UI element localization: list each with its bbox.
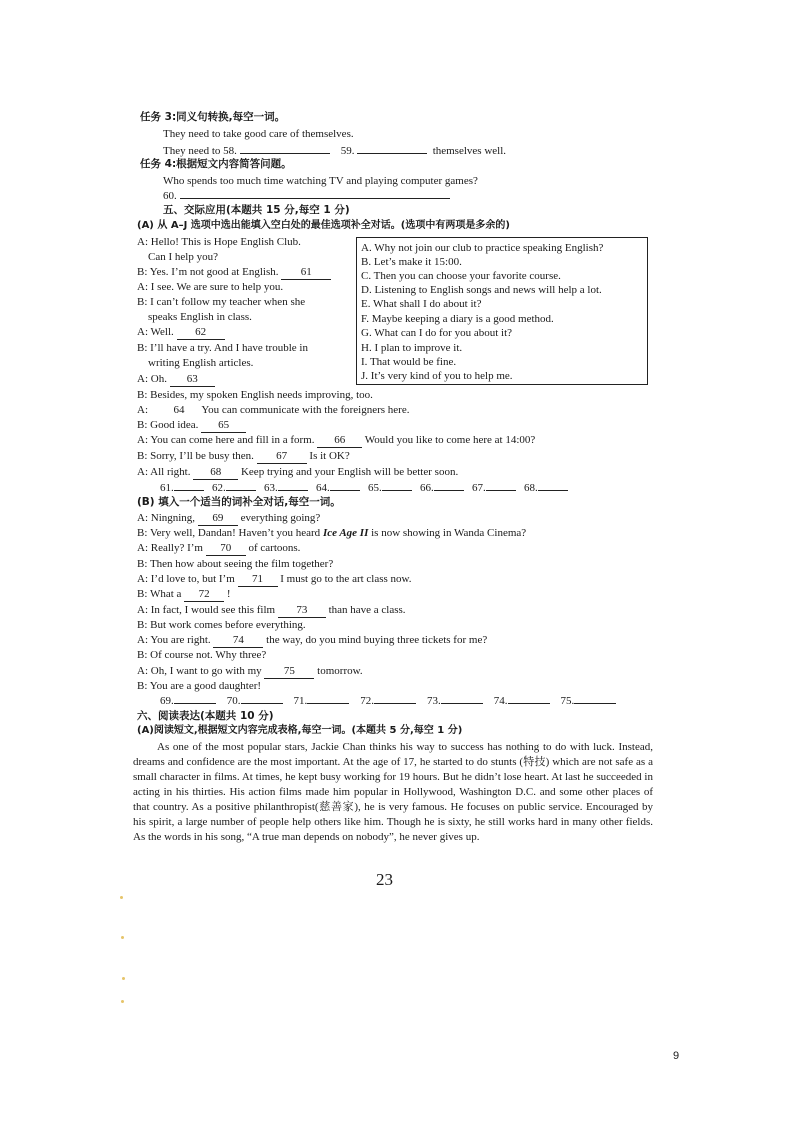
section5-heading: 五、交际应用(本题共 15 分,每空 1 分) [163,204,350,216]
blank-68[interactable]: 68 [193,465,238,480]
answer-row-b: 69. 70. 71. 72. 73. 74. 75. [160,694,616,708]
dialogB-line-9: A: You are right. 74 the way, do you mind buying three tickets for me? [137,634,488,646]
dialogB-line-8: B: But work comes before everything. [137,619,306,631]
dialogB-line-12: B: You are a good daughter! [137,680,262,692]
dialogB-line-11: A: Oh, I want to go with my 75 tomorrow. [137,665,363,677]
task4-answer-line [163,189,450,203]
scan-speck [121,1000,124,1003]
blank-61[interactable]: 61 [281,265,331,280]
blank-73[interactable]: 73 [278,603,326,618]
task4-question: Who spends too much time watching TV and playing computer games? [163,175,478,187]
answer-62[interactable] [226,490,256,491]
dialogA-line-9: writing English articles. [148,357,254,369]
dialogA-line-1: A: Hello! This is Hope English Club. [137,236,301,248]
dialogA-line-2: Can I help you? [148,251,218,263]
dialogB-line-1: A: Ningning, 69 everything going? [137,512,321,524]
section6-partA-heading: (A)阅读短文,根据短文内容完成表格,每空一词。(本题共 5 分,每空 1 分) [137,725,463,736]
scan-speck [121,936,124,939]
option-a: A. Why not join our club to practice speaking English? [361,242,604,254]
blank-64[interactable]: 64 [173,404,185,416]
blank-69[interactable]: 69 [198,511,238,526]
dialogB-line-4: B: Then how about seeing the film together? [137,558,334,570]
dialogB-line-7: A: In fact, I would see this film 73 than have a class. [137,604,406,616]
option-e: E. What shall I do about it? [361,298,482,310]
option-b: B. Let’s make it 15:00. [361,256,462,268]
answer-row-a: 61. 62. 63. 64. 65. 66. 67. 68. [160,481,568,495]
dialogA-line-8: B: I’ll have a try. And I have trouble in [137,342,308,354]
scan-speck [120,896,123,899]
dialogB-line-5: A: I’d love to, but I’m 71 I must go to the art class now. [137,573,412,585]
answer-67[interactable] [486,490,516,491]
task4-heading: 任务 4:根据短文内容简答问题。 [140,158,292,170]
answer-68[interactable] [538,490,568,491]
blank-65[interactable]: 65 [201,418,246,433]
option-g: G. What can I do for you about it? [361,327,513,339]
answer-61[interactable] [174,490,204,491]
passage-text: As one of the most popular stars, Jackie Chan thinks his way to success has nothing to do with luck. Instead, dreams and confidence are the most important. At the age of 17, he started to do stunts (特技) which are not safe as a small character in films. At times, he kept busy working for 19 hours. But he didn’t lose heart. At last he succeeded in acting in his thirties. His action films made him popular in Hollywood, Washington D.C. and some other places of that country. As a positive philanthropist(慈善家), he is very famous. He focuses on public service. Encouraged by his spirit, a large number of people help others like him. Though he is sixty, he still works hard in many other fields. As the words in his song, “A true man depends on nobody”, he never gives up. [133,741,653,843]
blank-58[interactable] [240,153,330,154]
blank-75[interactable]: 75 [264,664,314,679]
option-h: H. I plan to improve it. [361,342,463,354]
blank-62[interactable]: 62 [177,325,225,340]
blank-71[interactable]: 71 [238,572,278,587]
answer-60-label: 60. [163,190,177,202]
answer-66[interactable] [434,490,464,491]
answer-72[interactable] [374,703,416,704]
answer-60[interactable] [180,198,450,199]
reading-passage [133,740,653,845]
blank-70[interactable]: 70 [206,541,246,556]
answer-71[interactable] [307,703,349,704]
dialogA-line-14: A: You can come here and fill in a form. 66 Would you like to come here at 14:00? [137,434,536,446]
blank-67[interactable]: 67 [257,449,307,464]
task3-tail: themselves well. [432,145,507,157]
dialogA-line-5: B: I can’t follow my teacher when she [137,296,306,308]
corner-page-number: 9 [673,1050,680,1062]
section5-partB-heading: (B) 填入一个适当的词补全对话,每空一词。 [137,496,341,508]
answer-73[interactable] [441,703,483,704]
option-c: C. Then you can choose your favorite course. [361,270,561,282]
dialogA-line-16: A: All right. 68 Keep trying and your English will be better soon. [137,466,459,478]
blank-59[interactable] [357,153,427,154]
option-j: J. It’s very kind of you to help me. [361,370,513,382]
dialogA-line-11: B: Besides, my spoken English needs improving, too. [137,389,373,401]
answer-70[interactable] [241,703,283,704]
section6-heading: 六、阅读表达(本题共 10 分) [137,710,274,722]
answer-74[interactable] [508,703,550,704]
dialogA-line-12: A: 64 You can communicate with the foreigners here. [137,404,410,416]
scan-speck [122,977,125,980]
blank-66[interactable]: 66 [317,433,362,448]
option-f: F. Maybe keeping a diary is a good method. [361,313,554,325]
blank-72[interactable]: 72 [184,587,224,602]
page-number: 23 [376,870,393,889]
options-box [356,237,648,385]
task3-sentence: They need to take good care of themselves. [163,128,354,140]
dialogA-line-3: B: Yes. I’m not good at English. 61 [137,265,331,280]
answer-69[interactable] [174,703,216,704]
task3-line [163,144,506,158]
dialogA-line-4: A: I see. We are sure to help you. [137,281,284,293]
answer-75[interactable] [574,703,616,704]
answer-63[interactable] [278,490,308,491]
dialogB-line-10: B: Of course not. Why three? [137,649,267,661]
dialogA-line-10: A: Oh. 63 [137,372,215,387]
answer-65[interactable] [382,490,412,491]
dialogB-line-6: B: What a 72 ! [137,588,231,600]
answer-64[interactable] [330,490,360,491]
dialogA-line-15: B: Sorry, I’ll be busy then. 67 Is it OK? [137,450,350,462]
dialogA-line-6: speaks English in class. [148,311,252,323]
dialogA-line-13: B: Good idea. 65 [137,418,246,433]
task3-heading: 任务 3:同义句转换,每空一词。 [140,111,286,123]
task3-blank-58-label: They need to 58. [163,145,237,157]
dialogB-line-2: B: Very well, Dandan! Haven’t you heard Ice Age II is now showing in Wanda Cinema? [137,527,527,539]
blank-74[interactable]: 74 [213,633,263,648]
task3-blank-59-label: 59. [340,145,355,157]
dialogA-line-7: A: Well. 62 [137,325,225,340]
blank-63[interactable]: 63 [170,372,215,387]
option-i: I. That would be fine. [361,356,457,368]
section5-partA-heading: (A) 从 A–J 选项中选出能填入空白处的最佳选项补全对话。(选项中有两项是多余的) [137,220,510,231]
option-d: D. Listening to English songs and news will help a lot. [361,284,602,296]
dialogB-line-3: A: Really? I’m 70 of cartoons. [137,542,301,554]
